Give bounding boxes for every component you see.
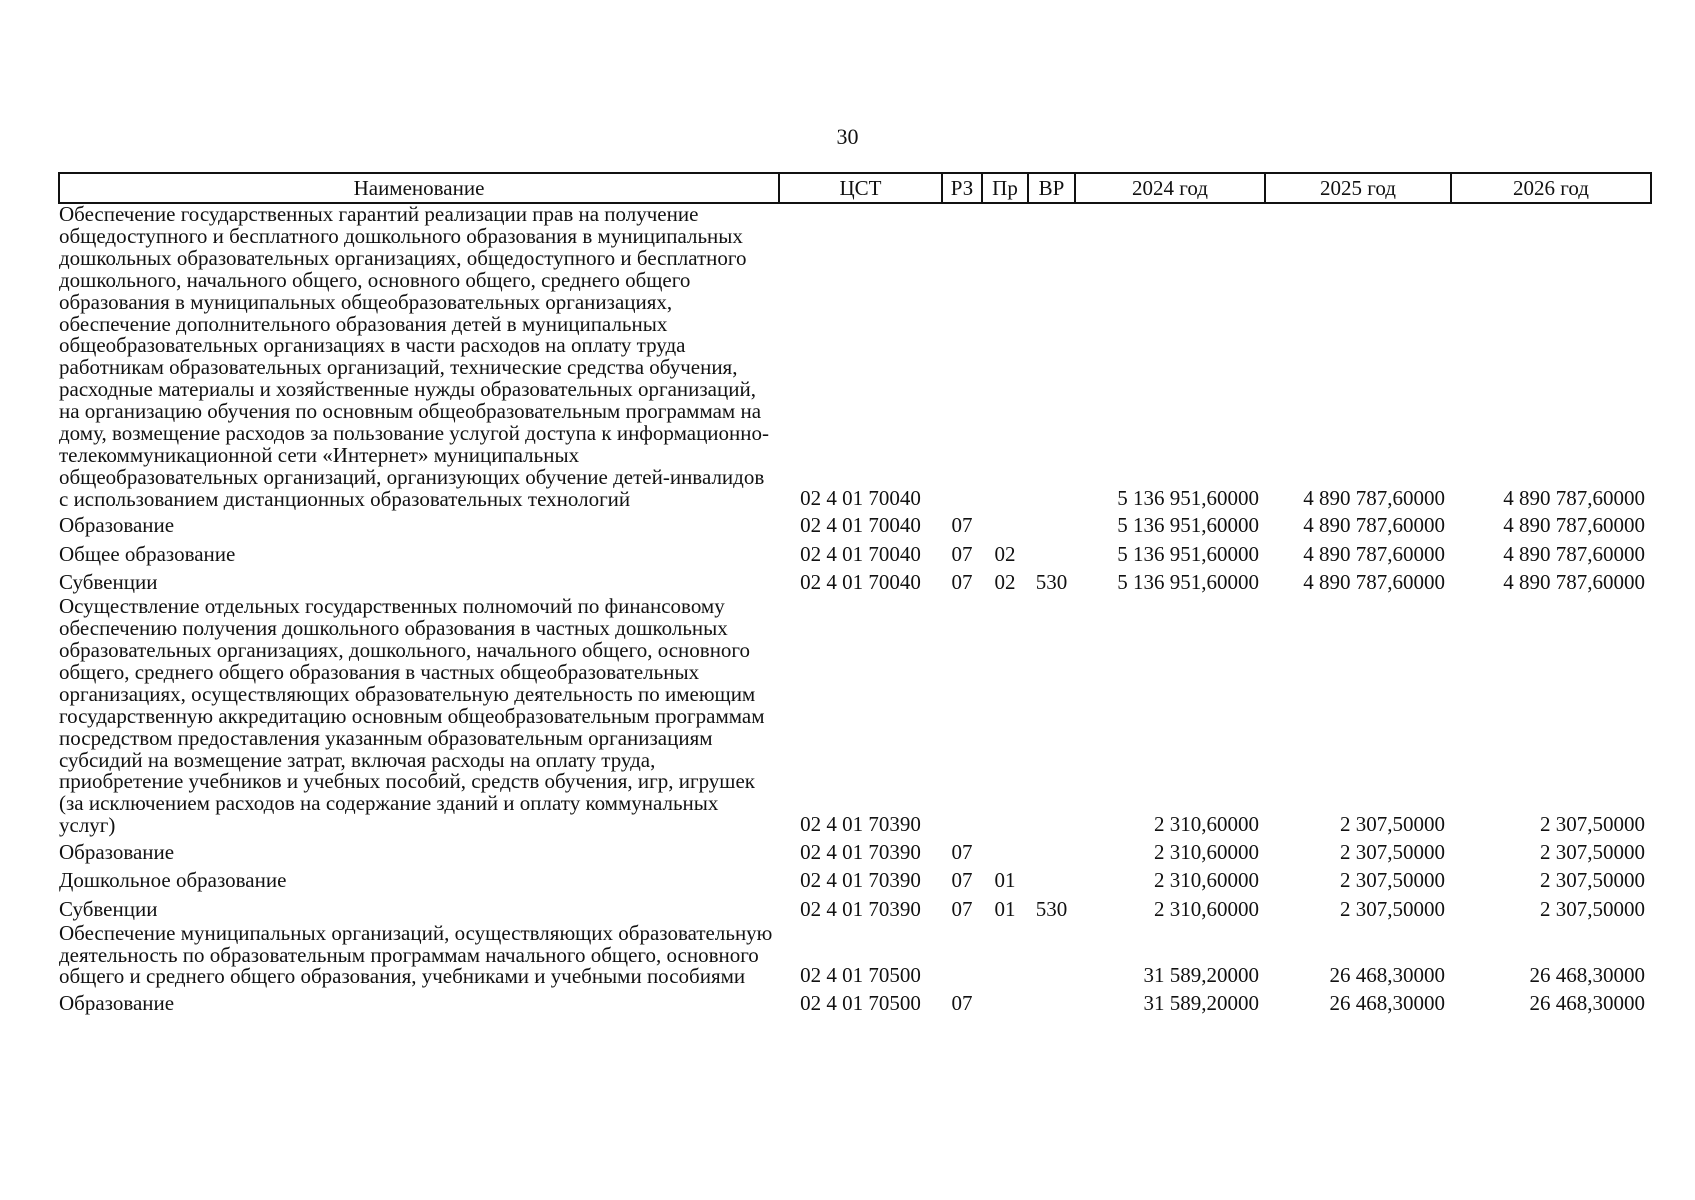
column-header-2025: 2025 год — [1265, 173, 1451, 203]
row-amount-2026: 2 307,50000 — [1540, 839, 1645, 864]
row-amount-2026: 26 468,30000 — [1529, 963, 1645, 988]
row-rz: 07 — [951, 839, 973, 864]
row-amount-2025: 2 307,50000 — [1340, 839, 1445, 864]
row-cst: 02 4 01 70040 — [800, 570, 921, 595]
row-amount-2024: 5 136 951,60000 — [1117, 541, 1259, 566]
row-amount-2024: 2 310,60000 — [1154, 812, 1259, 837]
row-pr — [982, 923, 1028, 989]
row-pr — [982, 511, 1028, 540]
row-amount-2024: 2 310,60000 — [1154, 896, 1259, 921]
row-rz: 07 — [951, 868, 973, 893]
table-row — [59, 568, 1651, 597]
row-cst: 02 4 01 70500 — [800, 963, 921, 988]
row-pr — [982, 203, 1028, 511]
row-rz — [942, 203, 982, 511]
row-name: Субвенции — [59, 570, 158, 595]
table-row — [59, 837, 1651, 866]
row-amount-2026: 4 890 787,60000 — [1503, 570, 1645, 595]
row-name: Обеспечение государственных гарантий реализации прав на получение общедоступного и бесплатного дошкольного образования в муниципальных дошкольных образовательных организациях, общедоступного и бесплатного дошкольного, начального общего, основного общего, среднего общего образования в муниципальных общеобразовательных организациях, обеспечение дополнительного образования детей в муниципальных общеобразовательных организациях в части расходов на оплату труда работникам образовательных организаций, технические средства обучения, расходные материалы и хозяйственные нужды образовательных организаций, на организацию обучения по основным общеобразовательным программам на дому, возмещение расходов за пользование услугой доступа к информационно-телекоммуникационной сети «Интернет» муниципальных общеобразовательных организаций, организующих обучение детей-инвалидов с использованием дистанционных образовательных технологий — [59, 202, 770, 511]
row-rz: 07 — [951, 990, 973, 1015]
row-vr — [1028, 511, 1075, 540]
row-amount-2025: 4 890 787,60000 — [1303, 541, 1445, 566]
row-vr — [1028, 596, 1075, 837]
row-amount-2024: 31 589,20000 — [1143, 990, 1259, 1015]
column-header-vr: ВР — [1028, 173, 1075, 203]
row-pr: 02 — [994, 541, 1016, 566]
row-vr — [1028, 866, 1075, 895]
row-cst: 02 4 01 70040 — [800, 485, 921, 510]
row-rz — [942, 923, 982, 989]
row-vr — [1028, 837, 1075, 866]
row-amount-2025: 26 468,30000 — [1329, 990, 1445, 1015]
column-header-cst: ЦСТ — [779, 173, 942, 203]
row-rz — [942, 596, 982, 837]
row-name: Образование — [59, 990, 175, 1015]
table-header-row — [59, 173, 1651, 203]
table-row — [59, 988, 1651, 1017]
table-row — [59, 539, 1651, 568]
page-number: 30 — [836, 124, 859, 149]
column-header-pr: Пр — [982, 173, 1028, 203]
row-vr — [1028, 988, 1075, 1017]
row-amount-2025: 2 307,50000 — [1340, 896, 1445, 921]
row-pr — [982, 837, 1028, 866]
row-vr: 530 — [1035, 570, 1068, 595]
budget-table — [58, 172, 1652, 1017]
row-amount-2026: 2 307,50000 — [1540, 812, 1645, 837]
row-amount-2026: 4 890 787,60000 — [1503, 485, 1645, 510]
row-cst: 02 4 01 70040 — [800, 513, 921, 538]
row-amount-2024: 5 136 951,60000 — [1117, 485, 1259, 510]
row-amount-2025: 4 890 787,60000 — [1303, 570, 1445, 595]
row-cst: 02 4 01 70390 — [800, 812, 921, 837]
row-rz: 07 — [951, 513, 973, 538]
table-row — [59, 866, 1651, 895]
row-name: Дошкольное образование — [59, 868, 287, 893]
row-pr — [982, 596, 1028, 837]
row-rz: 07 — [951, 541, 973, 566]
row-amount-2025: 26 468,30000 — [1329, 963, 1445, 988]
row-name: Образование — [59, 839, 175, 864]
row-cst: 02 4 01 70390 — [800, 839, 921, 864]
row-name: Осуществление отдельных государственных полномочий по финансовому обеспечению получения дошкольного образования в частных дошкольных образовательных организациях, дошкольного, начального общего, основного общего, среднего общего образования в частных общеобразовательных организациях, осуществляющих образовательную деятельность по имеющим государственную аккредитацию основным общеобразовательным программам посредством предоставления указанным образовательным организациям субсидий на возмещение затрат, включая расходы на оплату труда, приобретение учебников и учебных пособий, средств обучения, игр, игрушек (за исключением расходов на содержание зданий и оплату коммунальных услуг) — [59, 594, 765, 838]
row-amount-2025: 2 307,50000 — [1340, 812, 1445, 837]
row-rz: 07 — [951, 570, 973, 595]
row-amount-2025: 4 890 787,60000 — [1303, 513, 1445, 538]
row-cst: 02 4 01 70390 — [800, 868, 921, 893]
table-row — [59, 511, 1651, 540]
table-row — [59, 596, 1651, 837]
column-header-name: Наименование — [59, 173, 779, 203]
row-amount-2025: 4 890 787,60000 — [1303, 485, 1445, 510]
row-vr — [1028, 923, 1075, 989]
row-amount-2025: 2 307,50000 — [1340, 868, 1445, 893]
row-amount-2024: 31 589,20000 — [1143, 963, 1259, 988]
row-amount-2024: 2 310,60000 — [1154, 868, 1259, 893]
row-pr: 01 — [994, 868, 1016, 893]
row-amount-2024: 5 136 951,60000 — [1117, 570, 1259, 595]
row-rz: 07 — [951, 896, 973, 921]
table-row — [59, 923, 1651, 989]
row-amount-2026: 2 307,50000 — [1540, 868, 1645, 893]
row-name: Субвенции — [59, 896, 158, 921]
row-amount-2026: 4 890 787,60000 — [1503, 513, 1645, 538]
column-header-2024: 2024 год — [1075, 173, 1265, 203]
row-name: Общее образование — [59, 541, 236, 566]
row-pr: 02 — [994, 570, 1016, 595]
column-header-rz: РЗ — [942, 173, 982, 203]
row-vr — [1028, 203, 1075, 511]
row-amount-2026: 4 890 787,60000 — [1503, 541, 1645, 566]
column-header-2026: 2026 год — [1451, 173, 1651, 203]
row-pr: 01 — [994, 896, 1016, 921]
row-amount-2026: 26 468,30000 — [1529, 990, 1645, 1015]
row-name: Образование — [59, 513, 175, 538]
table-row — [59, 894, 1651, 923]
row-cst: 02 4 01 70040 — [800, 541, 921, 566]
row-cst: 02 4 01 70500 — [800, 990, 921, 1015]
row-cst: 02 4 01 70390 — [800, 896, 921, 921]
row-amount-2024: 5 136 951,60000 — [1117, 513, 1259, 538]
row-name: Обеспечение муниципальных организаций, осуществляющих образовательную деятельность по образовательным программам начального общего, основного общего и среднего общего образования, учебниками и учебными пособиями — [59, 920, 773, 989]
row-pr — [982, 988, 1028, 1017]
row-vr — [1028, 539, 1075, 568]
row-amount-2024: 2 310,60000 — [1154, 839, 1259, 864]
row-vr: 530 — [1035, 896, 1068, 921]
table-row — [59, 203, 1651, 511]
row-amount-2026: 2 307,50000 — [1540, 896, 1645, 921]
